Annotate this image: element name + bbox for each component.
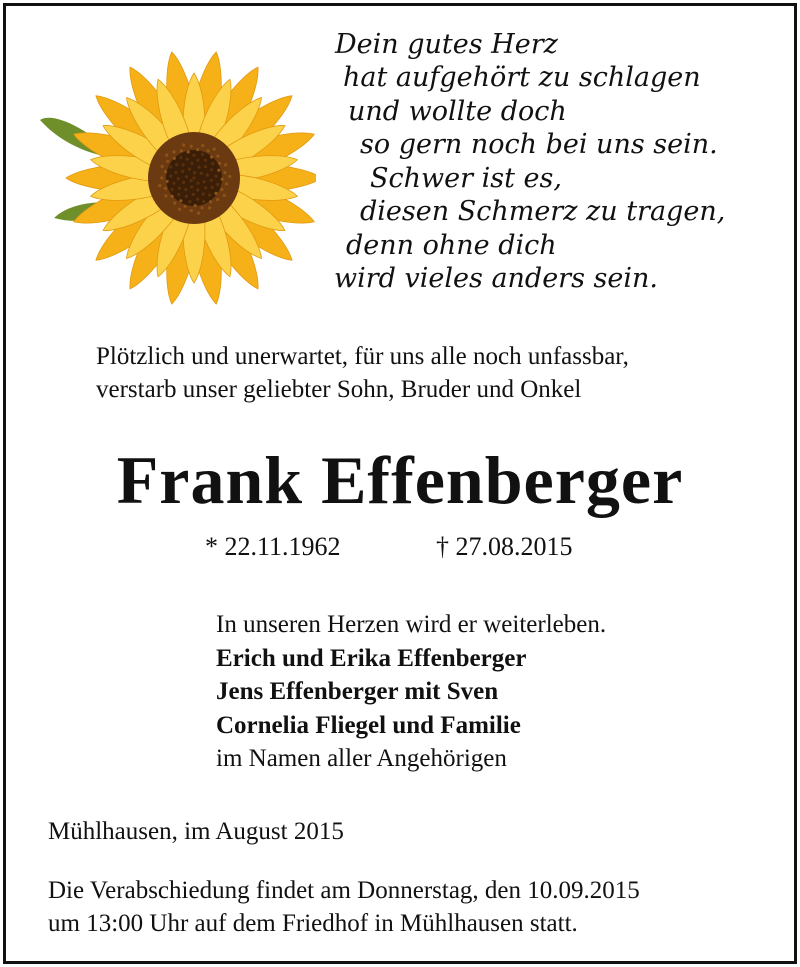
seed <box>221 178 224 181</box>
seed <box>223 171 226 174</box>
intro-text <box>96 340 629 406</box>
seed <box>190 209 193 212</box>
funeral-line: um 13:00 Uhr auf dem Friedhof in Mühlhausen statt. <box>48 910 578 937</box>
seed <box>216 183 219 186</box>
funeral-info <box>48 874 640 940</box>
seed <box>201 153 204 156</box>
poem-line: wird vieles anders sein. <box>334 263 658 294</box>
poem-line: Schwer ist es, <box>370 163 562 194</box>
seed <box>211 186 214 189</box>
seed <box>216 198 219 201</box>
poem-line: und wollte doch <box>348 96 567 127</box>
seed <box>182 143 185 146</box>
funeral-line: Die Verabschiedung findet am Donnerstag, den 10.09.2015 <box>48 877 640 904</box>
seed <box>178 187 181 190</box>
seed <box>213 148 216 151</box>
seed <box>166 180 169 183</box>
deceased-name: Frank Effenberger <box>116 442 684 518</box>
seed <box>169 166 172 169</box>
seed <box>206 173 209 176</box>
seed <box>185 195 188 198</box>
seed <box>169 174 172 177</box>
seed <box>207 149 210 152</box>
seed <box>210 155 213 158</box>
tribute-line: In unseren Herzen wird er weiterleben. <box>216 611 607 638</box>
seed <box>200 172 203 175</box>
seed <box>164 170 167 173</box>
poem-line: so gern noch bei uns sein. <box>360 129 718 160</box>
seed <box>171 195 174 198</box>
seed <box>202 193 205 196</box>
seed <box>196 148 199 151</box>
seed <box>177 177 180 180</box>
seed <box>224 163 227 166</box>
poem-line: hat aufgehört zu schlagen <box>343 62 701 93</box>
death-date: † 27.08.2015 <box>436 532 573 561</box>
poem-line: denn ohne dich <box>346 230 557 261</box>
seed <box>190 185 193 188</box>
seed <box>192 154 195 157</box>
seed <box>188 200 191 203</box>
seed <box>193 171 196 174</box>
seed <box>178 208 181 211</box>
seed <box>218 162 221 165</box>
seed <box>174 171 177 174</box>
mourner-name: Erich und Erika Effenberger <box>216 644 527 672</box>
seed <box>225 182 228 185</box>
seed <box>188 168 191 171</box>
seed <box>170 188 173 191</box>
poem-line: diesen Schmerz zu tragen, <box>360 196 726 227</box>
seed <box>175 163 178 166</box>
seed <box>203 180 206 183</box>
seed <box>196 198 199 201</box>
birth-date: * 22.11.1962 <box>205 532 341 561</box>
seed <box>173 157 176 160</box>
seed <box>161 165 164 168</box>
seed <box>185 175 188 178</box>
intro-line: verstarb unser geliebter Sohn, Bruder und Onkel <box>96 376 582 403</box>
seed <box>190 145 193 148</box>
seed <box>179 199 182 202</box>
seed <box>228 175 231 178</box>
seed <box>173 201 176 204</box>
seed <box>194 204 197 207</box>
seed <box>204 186 207 189</box>
seed <box>181 170 184 173</box>
seed <box>184 188 187 191</box>
seed <box>216 155 219 158</box>
poem-line: Dein gutes Herz <box>335 29 558 60</box>
seed <box>210 168 213 171</box>
mourner-name: Cornelia Fliegel und Familie <box>216 711 521 739</box>
seed <box>214 192 217 195</box>
seed <box>160 176 163 179</box>
seed <box>196 188 199 191</box>
seed <box>192 193 195 196</box>
seed <box>209 200 212 203</box>
seed <box>197 212 200 215</box>
seed <box>190 179 193 182</box>
sunflower-icon <box>36 28 316 318</box>
mourner-name: Jens Effenberger mit Sven <box>216 678 499 705</box>
seed <box>172 150 175 153</box>
seed <box>201 144 204 147</box>
seed <box>158 184 161 187</box>
seed <box>208 206 211 209</box>
seed <box>217 169 220 172</box>
family-block <box>216 608 606 776</box>
seed <box>177 193 180 196</box>
seed <box>204 165 207 168</box>
seed <box>204 159 207 162</box>
seed <box>172 182 175 185</box>
seed <box>187 150 190 153</box>
seed <box>215 175 218 178</box>
seed <box>164 187 167 190</box>
seed <box>180 149 183 152</box>
seed <box>210 179 213 182</box>
seed <box>186 158 189 161</box>
seed <box>196 159 199 162</box>
seed <box>200 206 203 209</box>
seed <box>192 176 195 179</box>
seed <box>223 194 226 197</box>
seed <box>179 156 182 159</box>
seed <box>182 163 185 166</box>
seed <box>164 194 167 197</box>
seed <box>220 188 223 191</box>
seed <box>165 154 168 157</box>
seed <box>191 162 194 165</box>
seed <box>182 181 185 184</box>
seed <box>211 162 214 165</box>
place-date: Mühlhausen, im August 2015 <box>48 818 344 845</box>
closing-line: im Namen aller Angehörigen <box>216 745 507 772</box>
seed <box>198 166 201 169</box>
intro-line: Plötzlich und unerwartet, für uns alle noch unfassbar, <box>96 343 629 370</box>
seed <box>166 160 169 163</box>
seed <box>202 200 205 203</box>
seed <box>196 182 199 185</box>
seed <box>184 205 187 208</box>
seed <box>208 193 211 196</box>
